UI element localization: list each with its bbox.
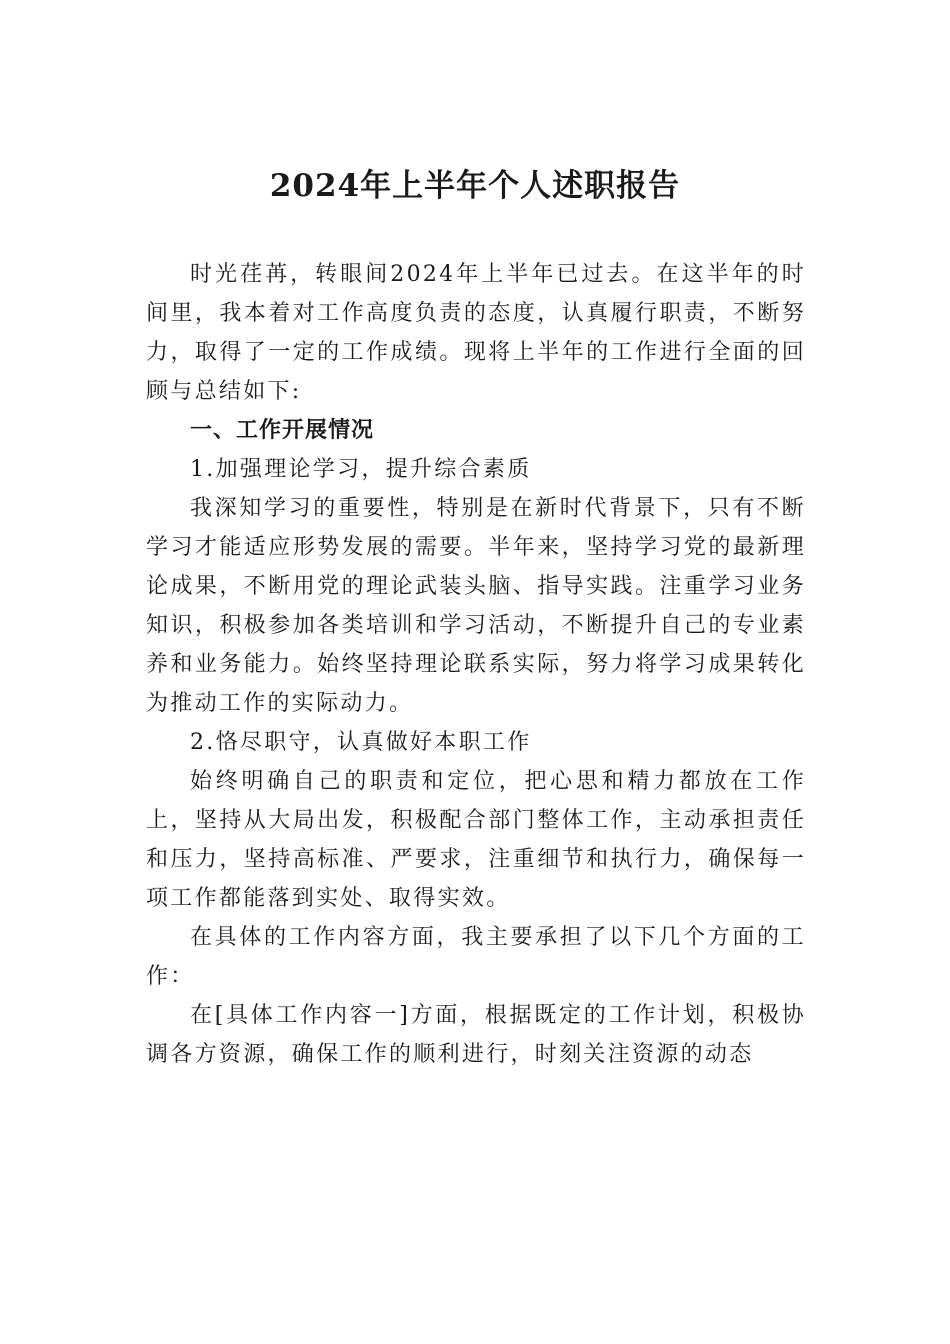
subsection-2-paragraph-2: 在具体的工作内容方面，我主要承担了以下几个方面的工作： [146, 925, 806, 989]
document-title: 2024年上半年个人述职报告 [269, 168, 681, 204]
document-body [146, 255, 806, 1074]
subsection-1-paragraph: 我深知学习的重要性，特别是在新时代背景下，只有不断学习才能适应形势发展的需要。半年来，坚持学习党的最新理论成果，不断用党的理论武装头脑、指导实践。注重学习业务知识，积极参加各类培训和学习活动，不断提升自己的专业素养和业务能力。始终坚持理论联系实际，努力将学习成果转化为推动工作的实际动力。 [146, 496, 806, 716]
subsection-2-paragraph-3: 在[具体工作内容一]方面，根据既定的工作计划，积极协调各方资源，确保工作的顺利进行，时刻关注资源的动态 [146, 1003, 806, 1067]
subsection-2-paragraph-1: 始终明确自己的职责和定位，把心思和精力都放在工作上，坚持从大局出发，积极配合部门整体工作，主动承担责任和压力，坚持高标准、严要求，注重细节和执行力，确保每一项工作都能落到实处、取得实效。 [146, 769, 806, 911]
intro-paragraph: 时光荏苒，转眼间2024年上半年已过去。在这半年的时间里，我本着对工作高度负责的态度，认真履行职责，不断努力，取得了一定的工作成绩。现将上半年的工作进行全面的回顾与总结如下: [146, 262, 806, 404]
subsection-heading-2: 2.恪尽职守，认真做好本职工作 [190, 730, 532, 755]
subsection-heading-1: 1.加强理论学习，提升综合素质 [190, 457, 532, 482]
section-heading-1: 一、工作开展情况 [190, 418, 375, 443]
